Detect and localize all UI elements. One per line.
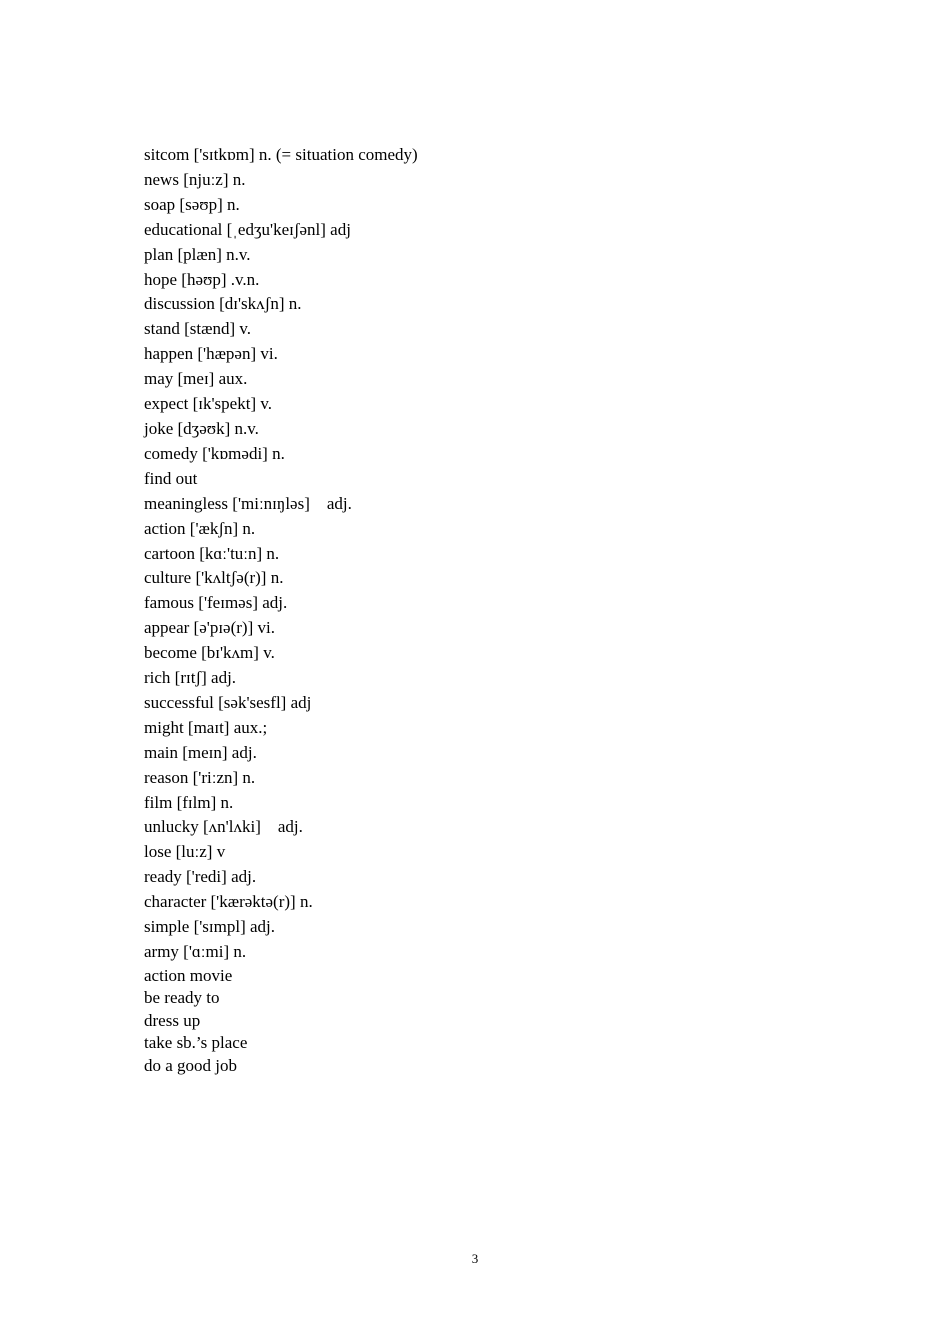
vocabulary-entry: discussion [dɪ'skʌʃn] n. [144, 294, 302, 314]
vocabulary-entry: be ready to [144, 988, 220, 1008]
vocabulary-entry: news [njuːz] n. [144, 169, 246, 189]
page-number: 3 [471, 1251, 479, 1266]
vocabulary-entry: plan [plæn] n.v. [144, 244, 251, 264]
vocabulary-entry: soap [səʊp] n. [144, 194, 240, 214]
vocabulary-entry: expect [ɪk'spekt] v. [144, 394, 272, 414]
vocabulary-list [144, 143, 418, 1077]
vocabulary-entry: meaningless ['miːnɪŋləs] adj. [144, 493, 352, 513]
vocabulary-entry: appear [ə'pɪə(r)] vi. [144, 618, 275, 638]
vocabulary-entry: reason ['riːzn] n. [144, 767, 256, 787]
vocabulary-entry: rich [rɪtʃ] adj. [144, 668, 237, 688]
vocabulary-entry: become [bɪ'kʌm] v. [144, 643, 275, 663]
vocabulary-entry: lose [luːz] v [144, 842, 226, 862]
vocabulary-entry: unlucky [ʌn'lʌki] adj. [144, 817, 303, 837]
vocabulary-entry: might [maɪt] aux.; [144, 717, 268, 737]
vocabulary-entry: find out [144, 468, 198, 488]
vocabulary-entry: hope [həʊp] .v.n. [144, 269, 260, 289]
vocabulary-entry: joke [dʒəʊk] n.v. [144, 418, 259, 438]
vocabulary-entry: simple ['sɪmpl] adj. [144, 917, 276, 937]
vocabulary-entry: successful [sək'sesfl] adj [144, 692, 312, 712]
vocabulary-entry: film [fɪlm] n. [144, 792, 234, 812]
vocabulary-entry: dress up [144, 1010, 201, 1030]
vocabulary-entry: sitcom ['sɪtkɒm] n. (= situation comedy) [144, 145, 418, 164]
vocabulary-entry: culture ['kʌltʃə(r)] n. [144, 568, 284, 588]
vocabulary-entry: action ['ækʃn] n. [144, 518, 256, 538]
vocabulary-entry: action movie [144, 965, 233, 985]
vocabulary-entry: take sb.’s place [144, 1033, 248, 1053]
vocabulary-entry: comedy ['kɒmədi] n. [144, 443, 285, 463]
vocabulary-entry: famous ['feɪməs] adj. [144, 593, 288, 613]
vocabulary-entry: stand [stænd] v. [144, 319, 252, 339]
vocabulary-entry: educational [ˌedʒu'keɪʃənl] adj [144, 219, 351, 239]
vocabulary-entry: character ['kærəktə(r)] n. [144, 892, 313, 912]
vocabulary-entry: ready ['redi] adj. [144, 867, 257, 887]
vocabulary-entry: happen ['hæpən] vi. [144, 344, 278, 364]
vocabulary-entry: cartoon [kɑː'tuːn] n. [144, 543, 280, 563]
vocabulary-entry: main [meɪn] adj. [144, 742, 257, 762]
vocabulary-entry: do a good job [144, 1055, 238, 1075]
vocabulary-entry: army ['ɑːmi] n. [144, 942, 247, 961]
vocabulary-entry: may [meɪ] aux. [144, 369, 248, 389]
